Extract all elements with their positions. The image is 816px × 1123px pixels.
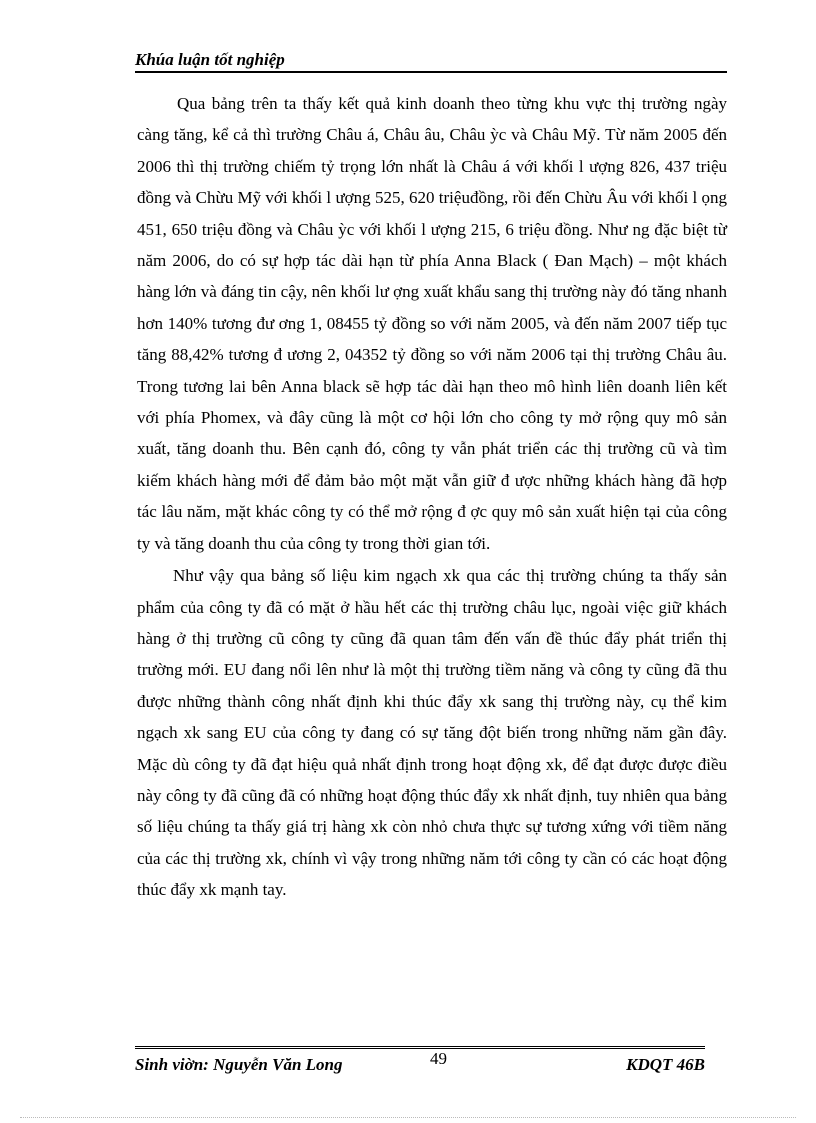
page-number: 49 <box>430 1049 447 1068</box>
header-title: Khúa luận tốt nghiệp <box>135 50 285 69</box>
footer-author: Sinh viờn: Nguyễn Văn Long <box>135 1055 343 1074</box>
footer-class-code: KDQT 46B <box>626 1055 705 1074</box>
paragraph-2: Như vậy qua bảng số liệu kim ngạch xk qua các thị trường chúng ta thấy sản phẩm của công ty đã có mặt ở hầu hết các thị trường châu lục, ngoài việc giữ khách hàng ở thị trường cũ công ty cũng đã quan tâm đến vấn đề thúc đẩy phát triển thị trường mới. EU đang nổi lên như là một thị trường tiềm năng và công ty cũng đã thu được những thành công nhất định khi thúc đẩy xk sang thị trường này, cụ thể kim ngạch xk sang EU của công ty đang có sự tăng đột biến trong những năm gần đây. Mặc dù công ty đã đạt hiệu quả nhất định trong hoạt động xk, để đạt được được điều này công ty đã cũng đã có những hoạt động thúc đẩy xk nhất định, tuy nhiên qua bảng số liệu chúng ta thấy giá trị hàng xk còn nhỏ chưa thực sự tương xứng với tiềm năng của các thị trường xk, chính vì vậy trong những năm tới công ty cần có các hoạt động thúc đẩy xk mạnh tay. <box>137 566 727 900</box>
footer-row <box>135 1049 705 1075</box>
page-footer <box>135 1046 705 1075</box>
header-rule <box>135 71 727 73</box>
body-text <box>137 88 727 906</box>
page-edge-divider <box>20 1117 796 1118</box>
page-header <box>135 50 727 73</box>
paragraph-1: Qua bảng trên ta thấy kết quả kinh doanh theo từng khu vực thị trường ngày càng tăng, kể cả thì trường Châu á, Châu âu, Châu ỳc và Châu Mỹ. Từ năm 2005 đến 2006 thì thị trường chiếm tỷ trọng lớn nhất là Châu á với khối l ượng 826, 437 triệu đồng và Chừu Mỹ với khối l ượng 525, 620 triệuđồng, rồi đến Chừu Âu với khối l ọng 451, 650 triệu đồng và Châu ỳc với khối l ượng 215, 6 triệu đồng. Như ng đặc biệt từ năm 2006, do có sự hợp tác dài hạn từ phía Anna Black ( Đan Mạch) – một khách hàng lớn và đáng tin cậy, nên khối lư ợng xuất khẩu sang thị trường này đó tăng nhanh hơn 140% tương đư ơng 1, 08455 tỷ đồng so với năm 2005, và đến năm 2007 tiếp tục tăng 88,42% tương đ ương 2, 04352 tỷ đồng so với năm 2006 tại thị trường Châu âu. Trong tương lai bên Anna black sẽ hợp tác dài hạn theo mô hình liên doanh liên kết với phía Phomex, và đây cũng là một cơ hội lớn cho công ty mở rộng quy mô sản xuất, tăng doanh thu. Bên cạnh đó, công ty vẫn phát triển các thị trường cũ và tìm kiếm khách hàng mới để đảm bảo một mặt vẫn giữ đ ược những khách hàng đã hợp tác lâu năm, mặt khác công ty có thể mở rộng đ ợc quy mô sản xuất hiện tại của công ty và tăng doanh thu của công ty trong thời gian tới. <box>137 94 727 553</box>
